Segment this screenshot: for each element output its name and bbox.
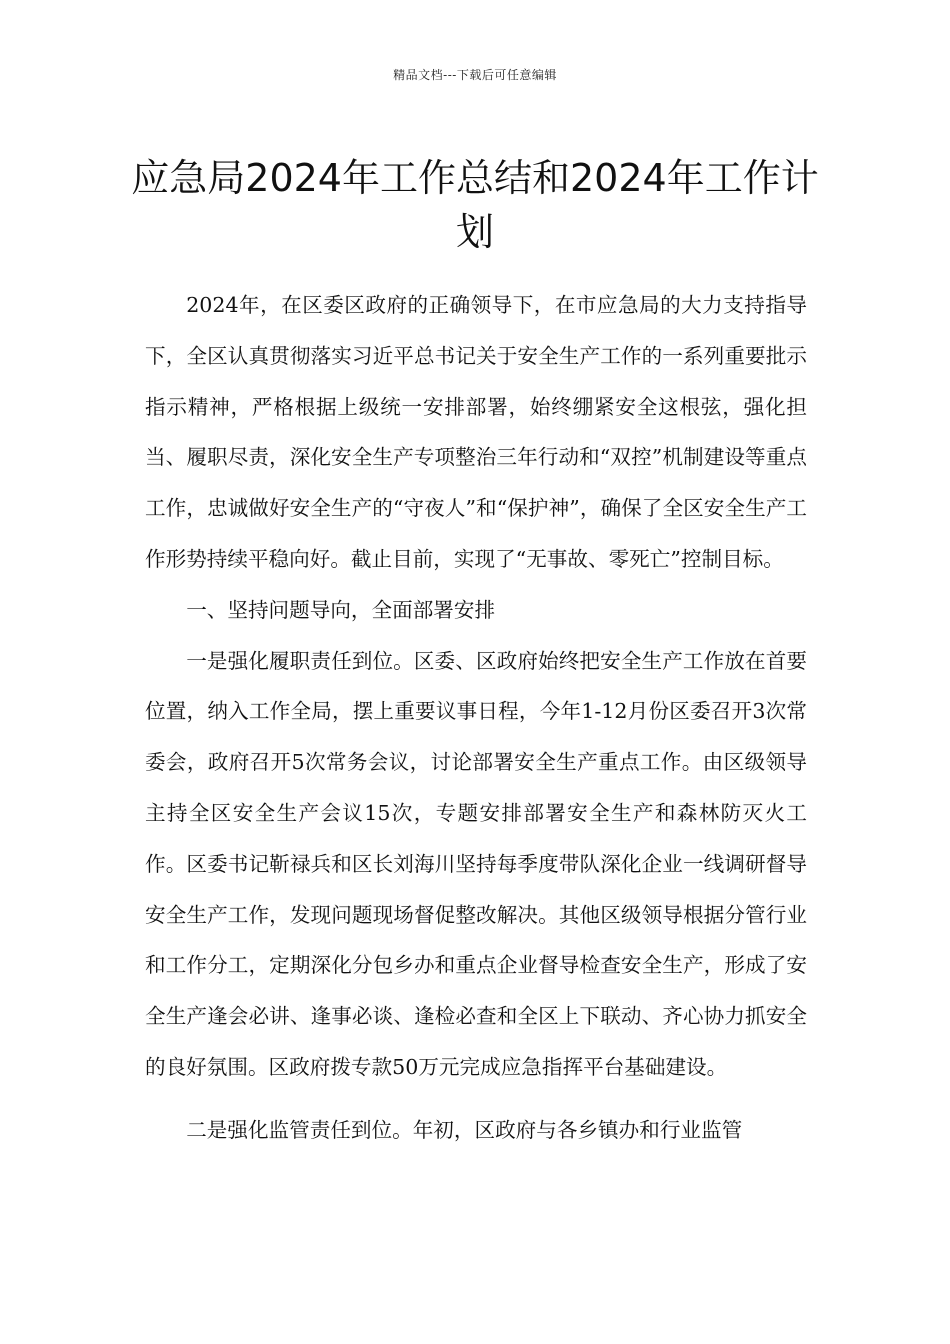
- paragraph-item-2: 二是强化监管责任到位。年初，区政府与各乡镇办和行业监管: [186, 1117, 743, 1142]
- document-body: [145, 280, 807, 1156]
- paragraph-item-1: 一是强化履职责任到位。区委、区政府始终把安全生产工作放在首要位置，纳入工作全局，摆上重要议事日程，今年1-12月份区委召开3次常委会，政府召开5次常务会议，讨论部署安全生产重点工作。由区级领导主持全区安全生产会议15次，专题安排部署安全生产和森林防灭火工作。区委书记靳禄兵和区长刘海川坚持每季度带队深化企业一线调研督导安全生产工作，发现问题现场督促整改解决。其他区级领导根据分管行业和工作分工，定期深化分包乡办和重点企业督导检查安全生产，形成了安全生产逢会必讲、逢事必谈、逢检必查和全区上下联动、齐心协力抓安全的良好氛围。区政府拨专款50万元完成应急指挥平台基础建设。: [145, 648, 807, 1079]
- section-heading: 一、坚持问题导向，全面部署安排: [186, 597, 496, 622]
- page-title: 应急局2024年工作总结和2024年工作计划: [131, 156, 819, 255]
- header-note: 精品文档---下载后可任意编辑: [393, 68, 557, 82]
- paragraph-intro: 2024年，在区委区政府的正确领导下，在市应急局的大力支持指导下，全区认真贯彻落实习近平总书记关于安全生产工作的一系列重要批示指示精神，严格根据上级统一安排部署，始终绷紧安全这根弦，强化担当、履职尽责，深化安全生产专项整治三年行动和“双控”机制建设等重点工作，忠诚做好安全生产的“守夜人”和“保护神”，确保了全区安全生产工作形势持续平稳向好。截止目前，实现了“无事故、零死亡”控制目标。: [145, 293, 807, 571]
